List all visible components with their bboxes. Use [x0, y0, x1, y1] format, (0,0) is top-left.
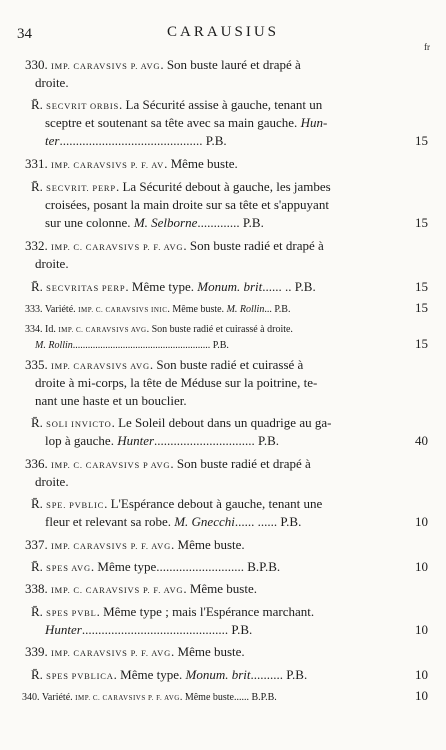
line-segment: ............................................. P.B.: [81, 622, 253, 637]
line-segment: droite.: [35, 256, 69, 271]
line-segment: droite.: [35, 474, 69, 489]
catalogue-line: [31, 667, 307, 684]
line-segment: croisées, posant la main droite sur sa tête et s'appuyant: [45, 197, 329, 212]
line-segment: R̄.: [31, 179, 47, 194]
line-segment: ...... ...... P.B.: [234, 514, 302, 529]
catalogue-line: [25, 537, 245, 554]
line-segment: IMP. CARAVSIVS P. F. AV: [51, 160, 165, 170]
catalogue-line: [35, 336, 229, 354]
catalogue-line: [25, 300, 290, 318]
catalogue-line: [31, 496, 322, 513]
line-segment: IMP. C. CARAVSIVS AVG: [58, 326, 147, 334]
catalogue-line: [25, 644, 245, 661]
value-figure: 10: [415, 622, 428, 637]
catalogue-line: [31, 559, 280, 576]
line-segment: . Même type ; mais l'Espérance marchant.: [96, 604, 315, 619]
catalogue-line: [35, 375, 317, 391]
line-segment: M. Rollin: [226, 304, 265, 315]
line-segment: SECVRIT ORBIS: [46, 101, 119, 111]
line-segment: M. Selborne: [133, 215, 198, 230]
catalogue-line: [45, 115, 327, 131]
value-figure: 15: [415, 279, 428, 294]
catalogue-line: [31, 97, 322, 114]
line-segment: . Même buste.: [164, 156, 238, 171]
line-segment: fleur et relevant sa robe.: [45, 514, 175, 529]
line-segment: IMP. CARAVSIVS AVG: [51, 361, 150, 371]
line-segment: . Même buste.: [167, 304, 227, 315]
value-figure: 15: [415, 336, 428, 351]
line-segment: R̄.: [31, 415, 47, 430]
line-segment: ....................................................... P.B.: [72, 340, 229, 351]
line-segment: IMP. C. CARAVSIVS P. F. AVG: [51, 242, 184, 252]
line-segment: Hunter: [45, 622, 82, 637]
line-segment: ............. P.B.: [197, 215, 264, 230]
line-segment: . Même type.: [113, 667, 186, 682]
line-segment: 337.: [25, 537, 51, 552]
line-segment: sur une colonne.: [45, 215, 134, 230]
line-segment: IMP. C. CARAVSIVS INIC: [78, 306, 168, 314]
catalogue-line: [45, 197, 329, 213]
value-figure: 10: [415, 514, 428, 529]
line-segment: ... P.B.: [264, 304, 291, 315]
catalogue-line: [25, 238, 324, 255]
catalogue-line: [35, 474, 69, 490]
catalogue-line: [25, 357, 303, 374]
line-segment: IMP. CARAVSIVS P. F. AVG: [51, 648, 172, 658]
line-segment: .......... P.B.: [250, 667, 308, 682]
line-segment: IMP. CARAVSIVS P. F. AVG: [51, 541, 172, 551]
line-segment: . Son buste lauré et drapé à: [160, 57, 301, 72]
line-segment: . Le Soleil debout dans un quadrige au ga-: [111, 415, 332, 430]
line-segment: SPE. PVBLIC: [46, 500, 105, 510]
line-segment: SOLI INVICTO: [46, 419, 112, 429]
line-segment: ...... .. P.B.: [262, 279, 316, 294]
line-segment: sceptre et soutenant sa tête avec sa main gauche.: [45, 115, 301, 130]
line-segment: . La Sécurité debout à gauche, les jambes: [115, 179, 331, 194]
line-segment: Monum. brit: [185, 667, 251, 682]
line-segment: R̄.: [31, 559, 47, 574]
catalogue-line: [31, 415, 331, 432]
line-segment: ............................... P.B.: [154, 433, 280, 448]
value-figure: 10: [415, 688, 428, 703]
line-segment: R̄.: [31, 667, 47, 682]
line-segment: lop à gauche.: [45, 433, 118, 448]
catalogue-line: [45, 622, 252, 638]
line-segment: droite.: [35, 75, 69, 90]
catalogue-line: [45, 514, 301, 530]
line-segment: SECVRITAS PERP: [46, 283, 126, 293]
line-segment: 340. Variété.: [22, 692, 76, 703]
line-segment: R̄.: [31, 279, 47, 294]
line-segment: . Même buste.: [171, 644, 245, 659]
catalogue-line: [31, 279, 316, 296]
line-segment: . L'Espérance debout à gauche, tenant une: [104, 496, 323, 511]
value-figure: 15: [415, 133, 428, 148]
catalogue-line: [25, 456, 311, 473]
line-segment: . La Sécurité assise à gauche, tenant un: [119, 97, 323, 112]
catalogue-line: [31, 604, 314, 621]
value-figure: 15: [415, 215, 428, 230]
line-segment: 333. Variété.: [25, 304, 79, 315]
line-segment: Hun-: [300, 115, 328, 130]
catalogue-line: [31, 179, 331, 196]
line-segment: droite à mi-corps, la tête de Méduse sur la poitrine, te-: [35, 375, 318, 390]
catalogue-line: [45, 433, 279, 449]
line-segment: 330.: [25, 57, 51, 72]
line-segment: nant une haste et un bouclier.: [35, 393, 187, 408]
line-segment: 338.: [25, 581, 51, 596]
line-segment: 332.: [25, 238, 51, 253]
value-figure: 15: [415, 300, 428, 315]
line-segment: R̄.: [31, 604, 47, 619]
line-segment: . Même type.: [125, 279, 198, 294]
line-segment: ............................................ P.B.: [59, 133, 227, 148]
value-figure: 10: [415, 559, 428, 574]
line-segment: 331.: [25, 156, 51, 171]
line-segment: . Même buste.: [171, 537, 245, 552]
line-segment: IMP. C. CARAVSIVS P AVG: [51, 460, 171, 470]
value-figure: 10: [415, 667, 428, 682]
value-figure: 40: [415, 433, 428, 448]
line-segment: . Son buste radié et cuirassé à: [149, 357, 304, 372]
line-segment: . Son buste radié et drapé à: [170, 456, 311, 471]
line-segment: . Son buste radié et drapé à: [183, 238, 324, 253]
line-segment: SPES PVBL: [46, 608, 97, 618]
margin-mark: fr: [424, 42, 430, 52]
page-number: 34: [17, 26, 32, 42]
line-segment: 336.: [25, 456, 51, 471]
line-segment: IMP. C. CARAVSIVS P. F. AVG: [75, 694, 180, 702]
line-segment: IMP. C. CARAVSIVS P. F. AVG: [51, 585, 184, 595]
line-segment: SPES AVG: [46, 563, 91, 573]
catalogue-line: [35, 393, 187, 409]
line-segment: . Même buste.: [183, 581, 257, 596]
catalogue-line: [25, 57, 301, 74]
running-title: CARAUSIUS: [166, 24, 280, 40]
line-segment: 339.: [25, 644, 51, 659]
line-segment: R̄.: [31, 97, 47, 112]
line-segment: R̄.: [31, 496, 47, 511]
line-segment: SPES PVBLICA: [46, 671, 114, 681]
line-segment: 334. Id.: [25, 324, 59, 335]
line-segment: Monum. brit: [197, 279, 263, 294]
line-segment: SECVRIT. PERP: [46, 183, 116, 193]
line-segment: . Son buste radié et cuirassé à droite.: [146, 324, 293, 335]
line-segment: M. Gnecchi: [174, 514, 235, 529]
catalogue-line: [35, 75, 69, 91]
catalogue-line: [22, 688, 277, 706]
line-segment: Hunter: [117, 433, 155, 448]
line-segment: . Même buste...... B.P.B.: [179, 692, 277, 703]
line-segment: IMP. CARAVSIVS P. AVG: [51, 61, 161, 71]
line-segment: ter: [45, 133, 60, 148]
line-segment: . Même type........................... B.P.B.: [90, 559, 281, 574]
catalogue-line: [45, 133, 227, 149]
line-segment: M. Rollin: [35, 340, 73, 351]
line-segment: 335.: [25, 357, 51, 372]
catalogue-line: [45, 215, 264, 231]
catalogue-line: [25, 581, 257, 598]
catalogue-line: [25, 156, 238, 173]
catalogue-line: [35, 256, 69, 272]
